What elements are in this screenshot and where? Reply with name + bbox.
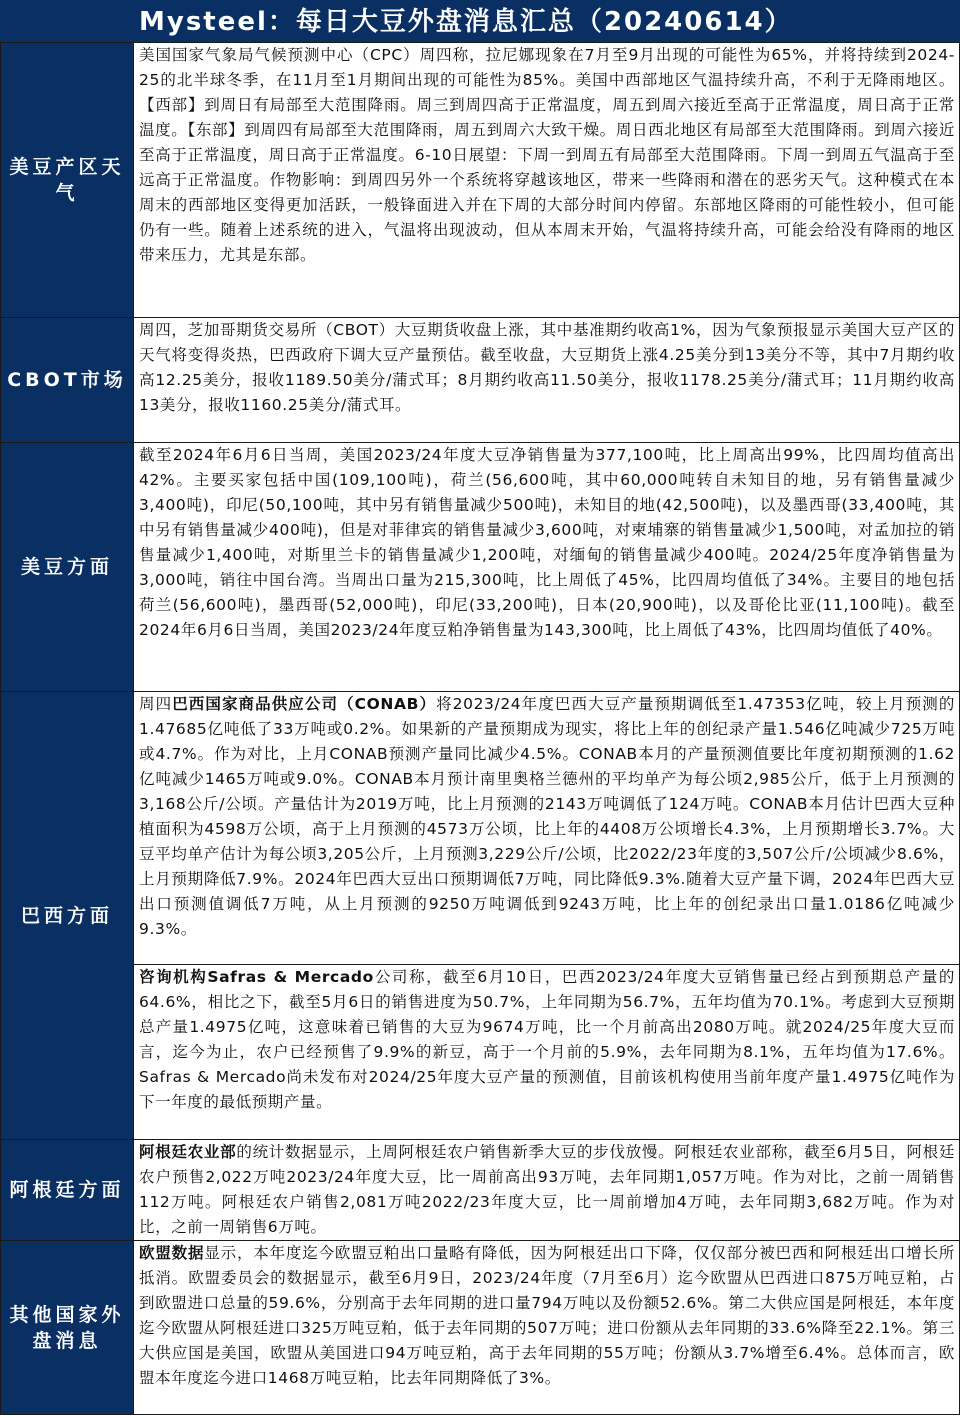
- news-table: [0, 42, 960, 1415]
- conab-text: 将2023/24年度巴西大豆产量预期调低至1.47353亿吨，较上月预测的1.47685亿吨低了33万吨或0.2%。如果新的产量预期成为现实，将比上年的创纪录产量1.546亿吨减少725万吨或4.7%。作为对比，上月CONAB预测产量同比减少4.5%。CONAB本月的产量预测值要比年度初期预测的1.62亿吨减少1465万吨或9.0%。CONAB本月预计南里奥格兰德州的平均单产为每公顷2,985公斤，低于上月预测的3,168公斤/公顷。产量估计为2019万吨，比上月预测的2143万吨调低了124万吨。CONAB本月估计巴西大豆种植面积为4598万公顷，高于上月预测的4573万公顷，比上年的4408万公顷增长4.3%，上月预期增长3.7%。大豆平均单产估计为每公顷3,205公斤，上月预测3,229公斤/公顷，比2022/23年度的3,507公斤/公顷减少8.6%，上月预期降低7.9%。2024年巴西大豆出口预期调低7万吨，同比降低9.3%.随着大豆产量下调，2024年巴西大豆出口预测值调低7万吨，从上月预测的9250万吨调低到9243万吨，比上年的创纪录出口量1.0186亿吨减少9.3%。: [139, 695, 955, 938]
- report-title: Mysteel：每日大豆外盘消息汇总（20240614）: [0, 0, 960, 42]
- safras-lead: 咨询机构Safras & Mercado: [139, 968, 374, 986]
- table-row-us-soy: [1, 443, 960, 692]
- conab-prefix: 周四: [139, 695, 173, 713]
- row-label-weather: 美豆产区天气: [1, 43, 134, 318]
- table-row-brazil-safras: [1, 965, 960, 1140]
- row-content-argentina: [134, 1140, 960, 1241]
- argentina-lead: 阿根廷农业部: [139, 1143, 237, 1161]
- table-row-weather: [1, 43, 960, 318]
- table-row-argentina: [1, 1140, 960, 1241]
- row-label-us-soy: 美豆方面: [1, 443, 134, 692]
- argentina-text: 的统计数据显示，上周阿根廷农户销售新季大豆的步伐放慢。阿根廷农业部称，截至6月5日，阿根廷农户预售2,022万吨2023/24年度大豆，比一周前高出93万吨，去年同期1,057万吨。作为对比，之前一周销售112万吨。阿根廷农户销售2,081万吨2022/23年度大豆，比一周前增加4万吨，去年同期3,682万吨。作为对比，之前一周销售6万吨。: [139, 1143, 955, 1236]
- row-content-us-soy: 截至2024年6月6日当周，美国2023/24年度大豆净销售量为377,100吨，比上周高出99%，比四周均值高出42%。主要买家包括中国(109,100吨)，荷兰(56,600吨，其中60,000吨转自未知目的地，另有销售量减少3,400吨)，印尼(50,100吨，其中另有销售量减少500吨)，未知目的地(42,500吨)，以及墨西哥(33,400吨，其中另有销售量减少400吨)，但是对菲律宾的销售量减少3,600吨，对柬埔寨的销售量减少1,500吨，对孟加拉的销售量减少1,400吨，对斯里兰卡的销售量减少1,200吨，对缅甸的销售量减少400吨。2024/25年度净销售量为3,000吨，销往中国台湾。当周出口量为215,300吨，比上周低了45%，比四周均值低了34%。主要目的地包括荷兰(56,600吨)，墨西哥(52,000吨)，印尼(33,200吨)，日本(20,900吨)，以及哥伦比亚(11,100吨)。截至2024年6月6日当周，美国2023/24年度豆粕净销售量为143,300吨，比上周低了43%，比四周均值低了40%。: [134, 443, 960, 692]
- safras-text: 公司称，截至6月10日，巴西2023/24年度大豆销售量已经占到预期总产量的64.6%，相比之下，截至5月6日的销售进度为50.7%，上年同期为56.7%，五年均值为70.1%。考虑到大豆预期总产量1.4975亿吨，这意味着已销售的大豆为9674万吨，比一个月前高出2080万吨。就2024/25年度大豆而言，迄今为止，农户已经预售了9.9%的新豆，高于一个月前的5.9%，去年同期为8.1%，五年均值为17.6%。Safras & Mercado尚未发布对2024/25年度大豆产量的预测值，目前该机构使用当前年度产量1.4975亿吨作为下一年度的最低预期产量。: [139, 968, 955, 1111]
- row-content-brazil-conab: [134, 692, 960, 965]
- others-lead: 欧盟数据: [139, 1244, 205, 1262]
- row-content-brazil-safras: [134, 965, 960, 1140]
- row-label-brazil: 巴西方面: [1, 692, 134, 1140]
- table-row-cbot: [1, 318, 960, 443]
- row-label-others: 其他国家外盘消息: [1, 1241, 134, 1415]
- others-text: 显示，本年度迄今欧盟豆粕出口量略有降低，因为阿根廷出口下降，仅仅部分被巴西和阿根廷出口增长所抵消。欧盟委员会的数据显示，截至6月9日，2023/24年度（7月至6月）迄今欧盟从巴西进口875万吨豆粕，占到欧盟进口总量的59.6%，分别高于去年同期的进口量794万吨以及份额52.6%。第二大供应国是阿根廷，本年度迄今欧盟从阿根廷进口325万吨豆粕，低于去年同期的507万吨；进口份额从去年同期的33.6%降至22.1%。第三大供应国是美国，欧盟从美国进口94万吨豆粕，高于去年同期的55万吨；份额从3.7%增至6.4%。总体而言，欧盟本年度迄今进口1468万吨豆粕，比去年同期降低了3%。: [139, 1244, 956, 1387]
- table-row-brazil-conab: [1, 692, 960, 965]
- row-label-cbot: CBOT市场: [1, 318, 134, 443]
- conab-lead: 巴西国家商品供应公司（CONAB）: [172, 695, 437, 713]
- row-label-argentina: 阿根廷方面: [1, 1140, 134, 1241]
- row-content-others: [134, 1241, 960, 1415]
- table-row-others: [1, 1241, 960, 1415]
- row-content-weather: 美国国家气象局气候预测中心（CPC）周四称，拉尼娜现象在7月至9月出现的可能性为65%，并将持续到2024-25的北半球冬季，在11月至1月期间出现的可能性为85%。美国中西部地区气温持续升高，不利于无降雨地区。【西部】到周日有局部至大范围降雨。周三到周四高于正常温度，周五到周六接近至高于正常温度，周日高于正常温度。【东部】到周四有局部至大范围降雨，周五到周六大致干燥。周日西北地区有局部至大范围降雨。到周六接近至高于正常温度，周日高于正常温度。6-10日展望：下周一到周五有局部至大范围降雨。下周一到周五气温高于至远高于正常温度。作物影响：到周四另外一个系统将穿越该地区，带来一些降雨和潜在的恶劣天气。这种模式在本周末的西部地区变得更加活跃，一般锋面进入并在下周的大部分时间内停留。东部地区降雨的可能性较小，但可能仍有一些。随着上述系统的进入，气温将出现波动，但从本周末开始，气温将持续升高，可能会给没有降雨的地区带来压力，尤其是东部。: [134, 43, 960, 318]
- row-content-cbot: 周四，芝加哥期货交易所（CBOT）大豆期货收盘上涨，其中基准期约收高1%，因为气象预报显示美国大豆产区的天气将变得炎热，巴西政府下调大豆产量预估。截至收盘，大豆期货上涨4.25美分到13美分不等，其中7月期约收高12.25美分，报收1189.50美分/蒲式耳；8月期约收高11.50美分，报收1178.25美分/蒲式耳；11月期约收高13美分，报收1160.25美分/蒲式耳。: [134, 318, 960, 443]
